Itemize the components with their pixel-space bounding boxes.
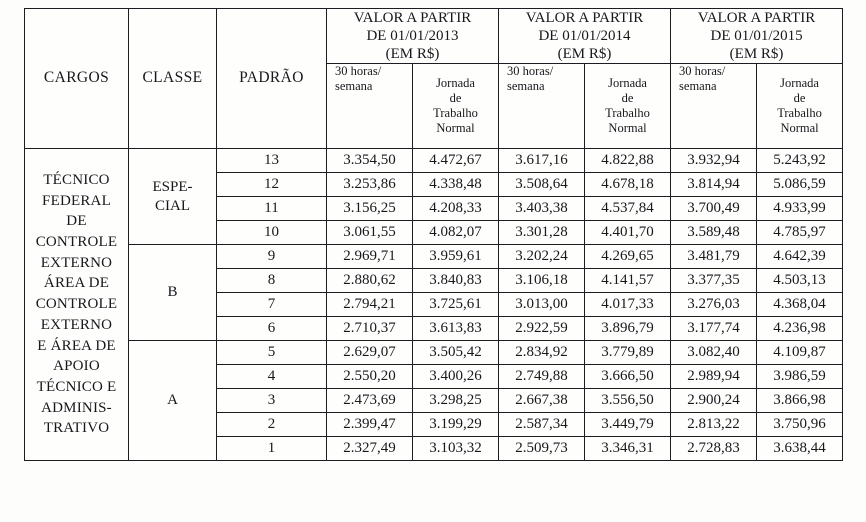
value-2014-normal: 3.779,89	[585, 341, 671, 365]
value-2015-normal: 4.503,13	[757, 269, 843, 293]
value-2015-normal: 4.785,97	[757, 221, 843, 245]
cargo-line-9: APOIO	[53, 358, 100, 375]
value-2013-30h: 2.794,21	[327, 293, 413, 317]
padrao-cell: 10	[217, 221, 327, 245]
group-2015-line3: (EM R$)	[729, 46, 784, 62]
sub-2014-normal-line1: Jornada	[608, 75, 647, 90]
padrao-cell: 12	[217, 173, 327, 197]
value-2014-30h: 2.749,88	[499, 365, 585, 389]
value-2015-30h: 3.082,40	[671, 341, 757, 365]
sub-2013-normal-line4: Normal	[436, 121, 475, 136]
value-2014-30h: 2.509,73	[499, 437, 585, 461]
value-2013-normal: 3.613,83	[413, 317, 499, 341]
value-2014-30h: 2.922,59	[499, 317, 585, 341]
value-2013-normal: 3.505,42	[413, 341, 499, 365]
sub-2014-normal-line3: Trabalho	[605, 106, 650, 120]
value-2015-normal: 4.109,87	[757, 341, 843, 365]
value-2014-normal: 4.269,65	[585, 245, 671, 269]
value-2015-normal: 4.642,39	[757, 245, 843, 269]
value-2015-normal: 3.638,44	[757, 437, 843, 461]
sub-2015-normal-line1: Jornada	[780, 75, 819, 90]
value-2015-30h: 2.989,94	[671, 365, 757, 389]
value-2015-30h: 3.932,94	[671, 149, 757, 173]
column-header-classe: CLASSE	[129, 9, 217, 149]
table-header	[25, 9, 843, 149]
cargo-cell	[25, 149, 129, 461]
group-2015-line1: VALOR A PARTIR	[697, 10, 816, 26]
value-2013-normal: 4.082,07	[413, 221, 499, 245]
padrao-cell: 4	[217, 365, 327, 389]
classe-cell-a: A	[129, 341, 217, 461]
column-group-header-2013	[327, 9, 499, 64]
value-2015-30h: 2.728,83	[671, 437, 757, 461]
value-2014-normal: 4.141,57	[585, 269, 671, 293]
padrao-cell: 9	[217, 245, 327, 269]
value-2013-normal: 3.103,32	[413, 437, 499, 461]
value-2015-30h: 2.900,24	[671, 389, 757, 413]
sub-2015-30h-line2: semana	[679, 79, 717, 94]
value-2015-normal: 3.986,59	[757, 365, 843, 389]
cargo-line-7: EXTERNO	[40, 316, 113, 333]
value-2014-normal: 4.678,18	[585, 173, 671, 197]
sub-2013-30h-line2: semana	[335, 79, 373, 94]
value-2013-30h: 3.156,25	[327, 197, 413, 221]
value-2015-30h: 3.481,79	[671, 245, 757, 269]
value-2014-normal: 4.537,84	[585, 197, 671, 221]
padrao-cell: 3	[217, 389, 327, 413]
cargo-line-11: ADMINIS-	[41, 399, 112, 416]
value-2014-30h: 2.587,34	[499, 413, 585, 437]
value-2014-normal: 3.346,31	[585, 437, 671, 461]
sub-2015-30h-line1: 30 horas/	[679, 64, 726, 78]
value-2015-30h: 3.589,48	[671, 221, 757, 245]
padrao-cell: 8	[217, 269, 327, 293]
value-2013-30h: 2.969,71	[327, 245, 413, 269]
value-2014-30h: 3.202,24	[499, 245, 585, 269]
table-header-row-main	[25, 9, 843, 64]
cargo-line-2: DE	[66, 213, 87, 230]
sub-2014-30h-line2: semana	[507, 79, 545, 94]
table-row	[25, 341, 843, 365]
sub-2013-normal-line2: de	[449, 90, 462, 105]
value-2015-30h: 3.276,03	[671, 293, 757, 317]
value-2014-normal: 3.896,79	[585, 317, 671, 341]
value-2014-30h: 3.301,28	[499, 221, 585, 245]
group-2014-line3: (EM R$)	[557, 46, 612, 62]
column-group-header-2014	[499, 9, 671, 64]
value-2015-normal: 3.866,98	[757, 389, 843, 413]
group-2014-line2: DE 01/01/2014	[538, 28, 631, 44]
value-2014-normal: 3.666,50	[585, 365, 671, 389]
group-2013-line1: VALOR A PARTIR	[353, 10, 472, 26]
sub-2014-normal-line4: Normal	[608, 121, 647, 136]
value-2014-normal: 3.449,79	[585, 413, 671, 437]
value-2013-normal: 4.472,67	[413, 149, 499, 173]
value-2015-30h: 3.700,49	[671, 197, 757, 221]
value-2013-normal: 3.199,29	[413, 413, 499, 437]
padrao-cell: 5	[217, 341, 327, 365]
value-2013-normal: 3.400,26	[413, 365, 499, 389]
value-2015-normal: 4.933,99	[757, 197, 843, 221]
value-2013-30h: 3.354,50	[327, 149, 413, 173]
value-2014-30h: 3.508,64	[499, 173, 585, 197]
cargo-line-0: TÉCNICO	[43, 172, 110, 189]
group-2014-line1: VALOR A PARTIR	[525, 10, 644, 26]
value-2015-30h: 3.377,35	[671, 269, 757, 293]
value-2013-30h: 2.327,49	[327, 437, 413, 461]
column-subheader-2015-30h	[671, 64, 757, 149]
cargo-line-4: EXTERNO	[40, 254, 113, 271]
column-subheader-2013-normal	[413, 64, 499, 149]
value-2013-normal: 3.298,25	[413, 389, 499, 413]
column-subheader-2013-30h	[327, 64, 413, 149]
table-body	[25, 149, 843, 461]
padrao-cell: 1	[217, 437, 327, 461]
group-2013-line3: (EM R$)	[385, 46, 440, 62]
value-2013-normal: 3.959,61	[413, 245, 499, 269]
value-2014-30h: 2.667,38	[499, 389, 585, 413]
value-2014-30h: 3.013,00	[499, 293, 585, 317]
classe-especial-line2: CIAL	[155, 197, 190, 214]
value-2015-normal: 5.086,59	[757, 173, 843, 197]
value-2013-normal: 3.840,83	[413, 269, 499, 293]
value-2015-normal: 4.368,04	[757, 293, 843, 317]
value-2013-30h: 2.880,62	[327, 269, 413, 293]
value-2013-30h: 2.473,69	[327, 389, 413, 413]
cargo-line-6: CONTROLE	[35, 296, 118, 313]
classe-cell-b: B	[129, 245, 217, 341]
sub-2015-normal-line2: de	[793, 90, 806, 105]
value-2015-normal: 5.243,92	[757, 149, 843, 173]
value-2013-30h: 3.253,86	[327, 173, 413, 197]
value-2015-30h: 2.813,22	[671, 413, 757, 437]
value-2015-30h: 3.814,94	[671, 173, 757, 197]
value-2013-30h: 2.710,37	[327, 317, 413, 341]
cargo-line-12: TRATIVO	[43, 420, 110, 437]
table-row	[25, 149, 843, 173]
value-2014-30h: 3.617,16	[499, 149, 585, 173]
padrao-cell: 6	[217, 317, 327, 341]
column-group-header-2015	[671, 9, 843, 64]
value-2013-normal: 4.338,48	[413, 173, 499, 197]
cargo-line-1: FEDERAL	[42, 192, 111, 209]
value-2014-normal: 3.556,50	[585, 389, 671, 413]
column-header-padrao: PADRÃO	[217, 9, 327, 149]
classe-cell-especial	[129, 149, 217, 245]
cargo-line-10: TÉCNICO E	[36, 378, 117, 395]
classe-especial-line1: ESPE-	[152, 178, 193, 195]
value-2013-normal: 3.725,61	[413, 293, 499, 317]
sub-2014-30h-line1: 30 horas/	[507, 64, 554, 78]
value-2013-30h: 3.061,55	[327, 221, 413, 245]
padrao-cell: 7	[217, 293, 327, 317]
padrao-cell: 13	[217, 149, 327, 173]
value-2013-30h: 2.550,20	[327, 365, 413, 389]
column-subheader-2014-normal	[585, 64, 671, 149]
cargo-line-8: E ÁREA DE	[37, 337, 116, 354]
value-2013-30h: 2.629,07	[327, 341, 413, 365]
sub-2013-normal-line1: Jornada	[436, 75, 475, 90]
value-2015-normal: 4.236,98	[757, 317, 843, 341]
value-2015-normal: 3.750,96	[757, 413, 843, 437]
sub-2014-normal-line2: de	[621, 90, 634, 105]
column-subheader-2015-normal	[757, 64, 843, 149]
value-2013-30h: 2.399,47	[327, 413, 413, 437]
value-2014-30h: 2.834,92	[499, 341, 585, 365]
sub-2013-30h-line1: 30 horas/	[335, 64, 382, 78]
sub-2015-normal-line4: Normal	[780, 121, 819, 136]
column-header-cargos: CARGOS	[25, 9, 129, 149]
table-row	[25, 245, 843, 269]
padrao-cell: 2	[217, 413, 327, 437]
group-2015-line2: DE 01/01/2015	[710, 28, 803, 44]
value-2014-normal: 4.401,70	[585, 221, 671, 245]
column-subheader-2014-30h	[499, 64, 585, 149]
value-2014-30h: 3.403,38	[499, 197, 585, 221]
cargo-line-3: CONTROLE	[35, 234, 118, 251]
value-2015-30h: 3.177,74	[671, 317, 757, 341]
value-2013-normal: 4.208,33	[413, 197, 499, 221]
group-2013-line2: DE 01/01/2013	[366, 28, 459, 44]
padrao-cell: 11	[217, 197, 327, 221]
sub-2013-normal-line3: Trabalho	[433, 106, 478, 120]
sub-2015-normal-line3: Trabalho	[777, 106, 822, 120]
cargo-line-5: ÁREA DE	[43, 275, 110, 292]
value-2014-30h: 3.106,18	[499, 269, 585, 293]
value-2014-normal: 4.017,33	[585, 293, 671, 317]
value-2014-normal: 4.822,88	[585, 149, 671, 173]
salary-table	[24, 8, 843, 461]
